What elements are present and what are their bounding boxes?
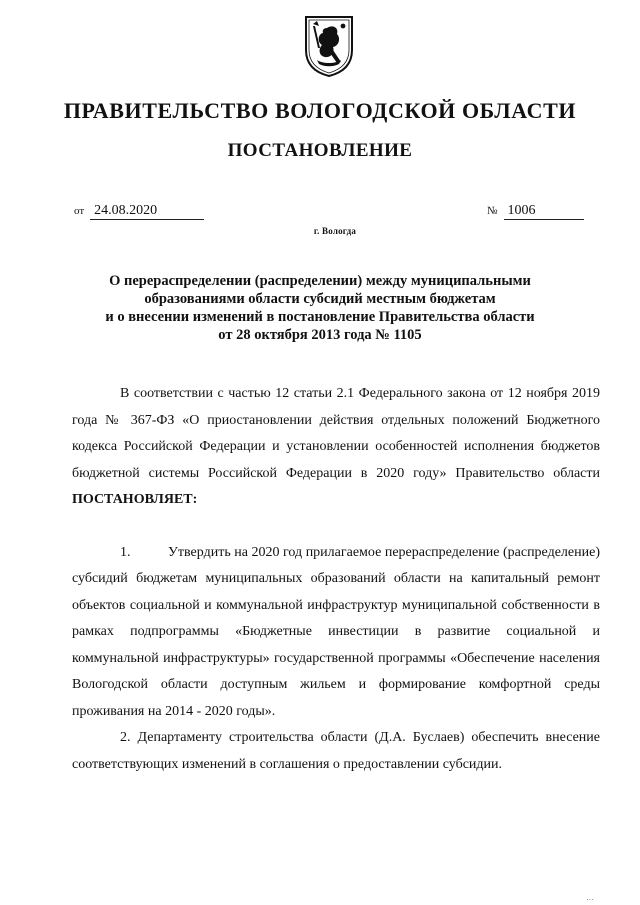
preamble-text: В соответствии с частью 12 статьи 2.1 Федерального закона от 12 ноября 2019 года № 367-ФЗ «О приостановлении действия отдельных положений Бюджетного кодекса Российской Федерации и установлении особенностей исполнения бюджетов бюджетной системы Российской Федерации в 2020 году» Правительство области [72,386,600,481]
government-title: ПРАВИТЕЛЬСТВО ВОЛОГОДСКОЙ ОБЛАСТИ [63,98,577,123]
preamble-paragraph [72,381,600,514]
item-number: 2. [120,730,131,745]
document-body [72,381,600,778]
item-paragraph [72,725,600,778]
footer-mark: … [586,893,594,902]
document-type: ПОСТАНОВЛЕНИЕ [227,140,413,161]
item-text: Департаменту строительства области (Д.А. Буслаев) обеспечить внесение соответствующих изменений в соглашения о предоставлении субсидии. [72,730,600,772]
heading-line: от 28 октября 2013 года № 1105 [218,327,422,343]
number-label: № [487,205,498,217]
coat-of-arms-icon [303,14,355,78]
document-number [487,203,584,220]
item-paragraph [72,540,600,726]
document-heading [80,272,560,344]
date-label: от [74,205,85,217]
date-value: 24.08.2020 [90,203,204,220]
heading-line: О перераспределении (распределении) между муниципальными [109,273,531,289]
item-number: 1. [120,544,131,560]
number-value: 1006 [504,203,584,220]
heading-line: и о внесении изменений в постановление Правительства области [105,309,535,325]
document-date [74,203,204,220]
heading-line: образованиями области субсидий местным бюджетам [144,291,496,307]
preamble-emphasis: ПОСТАНОВЛЯЕТ: [72,492,198,507]
city-name: г. Вологда [313,226,357,236]
item-text: Утвердить на 2020 год прилагаемое перераспределение (распределение) субсидий бюджетам муниципальных образований области на капитальный ремонт объектов социальной и коммунальной инфраструктур муниципальной собственности в рамках подпрограммы «Бюджетные инвестиции в развитие социальной и коммунальной инфраструктуры» государственной программы «Обеспечение населения Вологодской области доступным жильем и формирование комфортной среды проживания на 2014 - 2020 годы». [72,544,600,719]
